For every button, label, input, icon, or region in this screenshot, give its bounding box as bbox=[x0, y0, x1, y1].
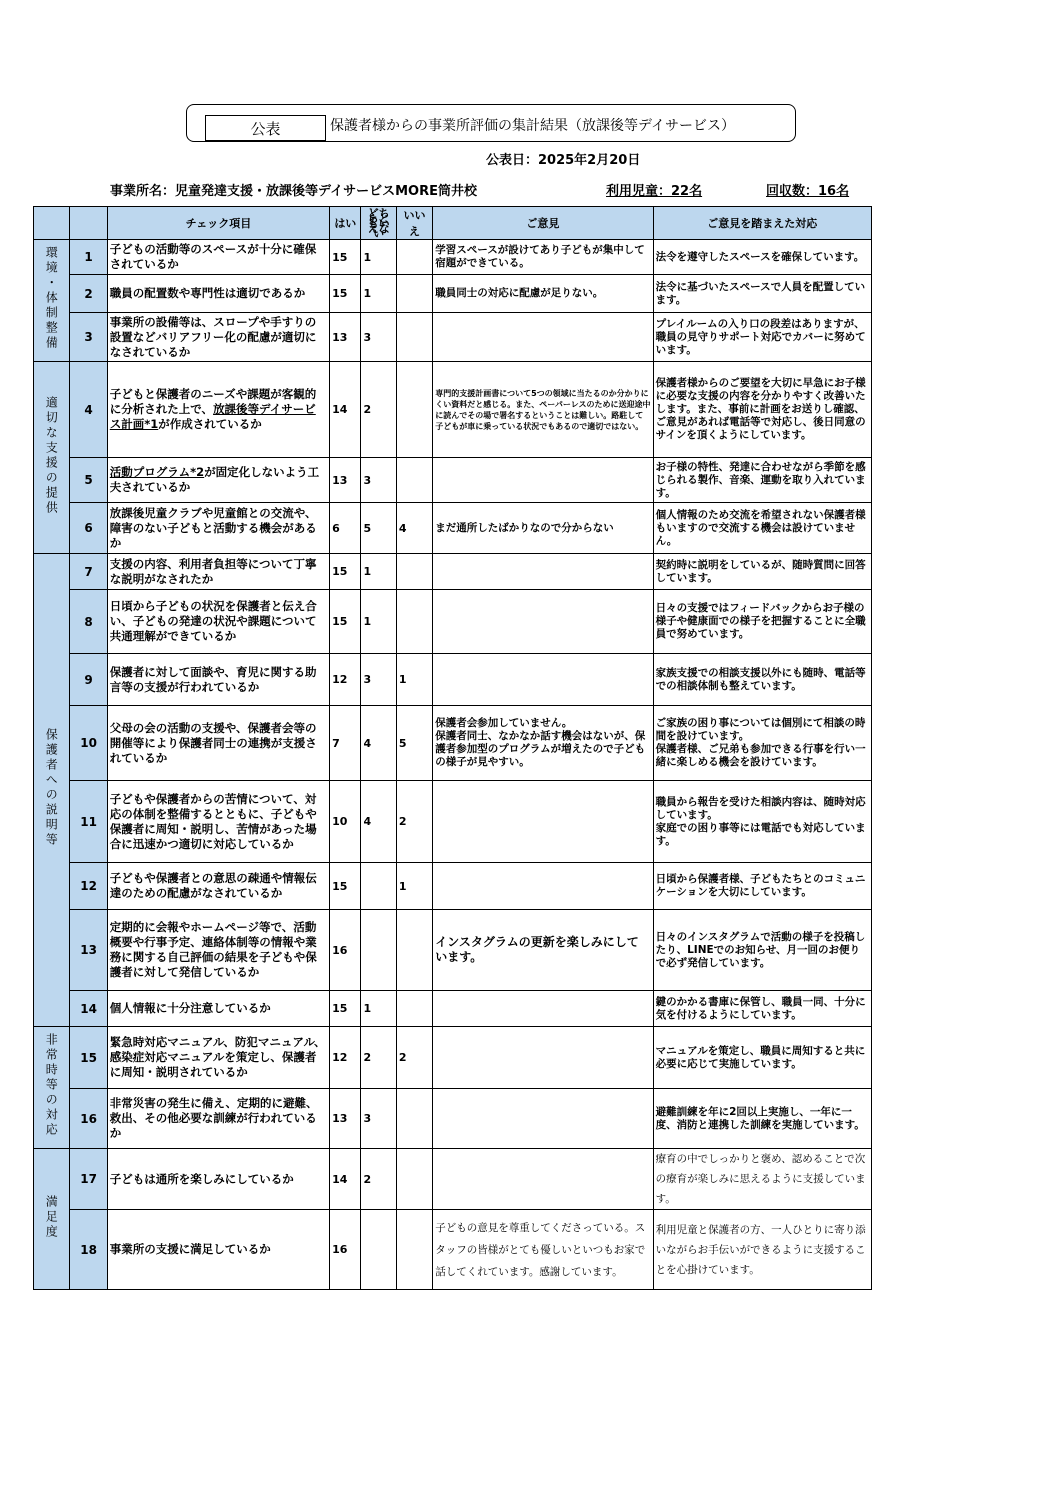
opinion-cell bbox=[433, 781, 653, 863]
response-cell: 鍵のかかる書庫に保管し、職員一同、十分に気を付けるようにしています。 bbox=[653, 991, 871, 1027]
count-neither: 2 bbox=[361, 1149, 396, 1210]
row-number: 7 bbox=[70, 554, 107, 590]
header-opinion: ご意見 bbox=[433, 207, 653, 240]
count-neither: 3 bbox=[361, 313, 396, 362]
count-no: 2 bbox=[396, 1027, 432, 1089]
publication-badge: 公表 bbox=[205, 115, 326, 141]
table-row bbox=[34, 1027, 872, 1089]
count-no: 1 bbox=[396, 654, 432, 706]
header-yes: はい bbox=[330, 207, 361, 240]
row-number: 18 bbox=[70, 1210, 107, 1290]
opinion-cell bbox=[433, 1149, 653, 1210]
opinion-cell bbox=[433, 991, 653, 1027]
count-neither: 4 bbox=[361, 781, 396, 863]
row-number: 12 bbox=[70, 863, 107, 910]
response-cell: お子様の特性、発達に合わせながら季節を感じられる製作、音楽、運動を取り入れています。 bbox=[653, 458, 871, 503]
count-no bbox=[396, 313, 432, 362]
check-item: 子どもは通所を楽しみにしているか bbox=[107, 1149, 329, 1210]
count-yes: 14 bbox=[330, 362, 361, 458]
count-yes: 13 bbox=[330, 313, 361, 362]
response-cell: 避難訓練を年に2回以上実施し、一年に一度、消防と連携した訓練を実施しています。 bbox=[653, 1089, 871, 1149]
count-yes: 15 bbox=[330, 863, 361, 910]
opinion-cell bbox=[433, 313, 653, 362]
collected-count: 回収数：16名 bbox=[766, 184, 850, 199]
row-number: 13 bbox=[70, 910, 107, 991]
office-name: 事業所名：児童発達支援・放課後等デイサービスMORE筒井校 bbox=[110, 184, 477, 199]
count-no: 4 bbox=[396, 503, 432, 554]
check-item: 放課後児童クラブや児童館との交流や、障害のない子どもと活動する機会があるか bbox=[107, 503, 329, 554]
count-yes: 6 bbox=[330, 503, 361, 554]
count-no bbox=[396, 590, 432, 654]
response-cell: 日々のインスタグラムで活動の様子を投稿したり、LINEでのお知らせ、月一回のお便りで必ず発信しています。 bbox=[653, 910, 871, 991]
row-number: 1 bbox=[70, 240, 107, 275]
check-item: 活動プログラム*2が固定化しないよう工夫されているか bbox=[107, 458, 329, 503]
count-no bbox=[396, 362, 432, 458]
row-number: 3 bbox=[70, 313, 107, 362]
count-neither bbox=[361, 863, 396, 910]
count-neither: 1 bbox=[361, 275, 396, 313]
response-cell: マニュアルを策定し、職員に周知すると共に必要に応じて実施しています。 bbox=[653, 1027, 871, 1089]
header-neither: どちらともいえない bbox=[361, 207, 396, 240]
header-category bbox=[34, 207, 70, 240]
table-row bbox=[34, 910, 872, 991]
check-item: 事業所の支援に満足しているか bbox=[107, 1210, 329, 1290]
table-row bbox=[34, 503, 872, 554]
count-yes: 15 bbox=[330, 590, 361, 654]
count-no: 5 bbox=[396, 706, 432, 781]
check-item: 個人情報に十分注意しているか bbox=[107, 991, 329, 1027]
opinion-cell: まだ通所したばかりなので分からない bbox=[433, 503, 653, 554]
category-satisfaction: 満足度 bbox=[34, 1149, 70, 1290]
row-number: 15 bbox=[70, 1027, 107, 1089]
count-no bbox=[396, 458, 432, 503]
response-cell: 法令に基づいたスペースで人員を配置しています。 bbox=[653, 275, 871, 313]
count-yes: 10 bbox=[330, 781, 361, 863]
count-no bbox=[396, 1149, 432, 1210]
count-yes: 7 bbox=[330, 706, 361, 781]
response-cell: 療育の中でしっかりと褒め、認めることで次の療育が楽しみに思えるように支援しています。 bbox=[653, 1149, 871, 1210]
response-cell: 個人情報のため交流を希望されない保護者様もいますので交流する機会は設けていません。 bbox=[653, 503, 871, 554]
row-number: 10 bbox=[70, 706, 107, 781]
response-cell: 利用児童と保護者の方、一人ひとりに寄り添いながらお手伝いができるように支援することを心掛けています。 bbox=[653, 1210, 871, 1290]
header-no: いいえ bbox=[396, 207, 432, 240]
opinion-cell: インスタグラムの更新を楽しみにしています。 bbox=[433, 910, 653, 991]
opinion-cell: 子どもの意見を尊重してくださっている。スタッフの皆様がとても優しいといつもお家で話してくれています。感謝しています。 bbox=[433, 1210, 653, 1290]
count-no bbox=[396, 1089, 432, 1149]
count-neither: 3 bbox=[361, 458, 396, 503]
category-environment: 環境・体制整備 bbox=[34, 240, 70, 362]
row-number: 16 bbox=[70, 1089, 107, 1149]
header-number bbox=[70, 207, 107, 240]
response-cell: 日頃から保護者様、子どもたちとのコミュニケーションを大切にしています。 bbox=[653, 863, 871, 910]
table-row bbox=[34, 1089, 872, 1149]
row-number: 14 bbox=[70, 991, 107, 1027]
table-row bbox=[34, 554, 872, 590]
program-link-text: 活動プログラム*2 bbox=[109, 465, 205, 479]
row-number: 8 bbox=[70, 590, 107, 654]
opinion-cell bbox=[433, 863, 653, 910]
response-cell: 家族支援での相談支援以外にも随時、電話等での相談体制も整えています。 bbox=[653, 654, 871, 706]
opinion-cell bbox=[433, 1089, 653, 1149]
table-row bbox=[34, 1210, 872, 1290]
count-neither: 1 bbox=[361, 590, 396, 654]
count-yes: 13 bbox=[330, 458, 361, 503]
count-neither bbox=[361, 910, 396, 991]
count-neither: 1 bbox=[361, 554, 396, 590]
count-yes: 14 bbox=[330, 1149, 361, 1210]
count-neither: 3 bbox=[361, 654, 396, 706]
check-item: 子どもの活動等のスペースが十分に確保されているか bbox=[107, 240, 329, 275]
publication-date: 公表日：2025年2月20日 bbox=[486, 153, 641, 168]
response-cell: 保護者様からのご要望を大切に早急にお子様に必要な支援の内容を分かりやすく改善いたします。また、事前に計画をお送りし確認、ご意見があれば電話等で対応し、後日同意のサインを頂くようにしています。 bbox=[653, 362, 871, 458]
check-item: 日頃から子どもの状況を保護者と伝え合い、子どもの発達の状況や課題について共通理解ができているか bbox=[107, 590, 329, 654]
opinion-cell bbox=[433, 458, 653, 503]
table-row bbox=[34, 863, 872, 910]
opinion-cell: 保護者会参加していません。 保護者同士、なかなか話す機会はないが、保護者参加型のプログラムが増えたので子どもの様子が見やすい。 bbox=[433, 706, 653, 781]
response-cell: プレイルームの入り口の段差はありますが、職員の見守りサポート対応でカバーに努めています。 bbox=[653, 313, 871, 362]
count-yes: 12 bbox=[330, 1027, 361, 1089]
count-no bbox=[396, 991, 432, 1027]
category-explanation: 保護者への説明等 bbox=[34, 554, 70, 1027]
document-title: 保護者様からの事業所評価の集計結果（放課後等デイサービス） bbox=[330, 118, 736, 134]
count-yes: 15 bbox=[330, 240, 361, 275]
header-response: ご意見を踏まえた対応 bbox=[653, 207, 871, 240]
response-cell: 法令を遵守したスペースを確保しています。 bbox=[653, 240, 871, 275]
count-neither: 3 bbox=[361, 1089, 396, 1149]
category-emergency: 非常時等の対応 bbox=[34, 1027, 70, 1149]
row-number: 2 bbox=[70, 275, 107, 313]
row-number: 17 bbox=[70, 1149, 107, 1210]
count-neither: 1 bbox=[361, 991, 396, 1027]
table-row bbox=[34, 654, 872, 706]
table-row bbox=[34, 275, 872, 313]
check-item: 父母の会の活動の支援や、保護者会等の開催等により保護者同士の連携が支援されているか bbox=[107, 706, 329, 781]
table-row bbox=[34, 1149, 872, 1210]
count-yes: 15 bbox=[330, 991, 361, 1027]
count-neither: 1 bbox=[361, 240, 396, 275]
table-row bbox=[34, 458, 872, 503]
table-row bbox=[34, 313, 872, 362]
check-item: 支援の内容、利用者負担等について丁寧な説明がなされたか bbox=[107, 554, 329, 590]
count-yes: 13 bbox=[330, 1089, 361, 1149]
check-item: 子どもと保護者のニーズや課題が客観的に分析された上で、放課後等デイサービス計画*1が作成されているか bbox=[107, 362, 329, 458]
row-number: 4 bbox=[70, 362, 107, 458]
row-number: 11 bbox=[70, 781, 107, 863]
table-row bbox=[34, 362, 872, 458]
count-no bbox=[396, 1210, 432, 1290]
count-yes: 12 bbox=[330, 654, 361, 706]
count-no: 1 bbox=[396, 863, 432, 910]
count-neither: 2 bbox=[361, 362, 396, 458]
opinion-cell bbox=[433, 590, 653, 654]
opinion-cell: 専門的支援計画書について5つの領域に当たるのか分かりにくい資料だと感じる。また、ペーパーレスのために送迎途中に読んでその場で署名するということは難しい。路駐して子どもが車に乗っている状況でもあるので適切ではない。 bbox=[433, 362, 653, 458]
children-count: 利用児童：22名 bbox=[606, 184, 703, 199]
count-neither bbox=[361, 1210, 396, 1290]
count-neither: 2 bbox=[361, 1027, 396, 1089]
opinion-cell: 学習スペースが設けてあり子どもが集中して宿題ができている。 bbox=[433, 240, 653, 275]
count-neither: 5 bbox=[361, 503, 396, 554]
response-cell: 職員から報告を受けた相談内容は、随時対応しています。 家庭での困り事等には電話でも対応しています。 bbox=[653, 781, 871, 863]
opinion-cell: 職員同士の対応に配慮が足りない。 bbox=[433, 275, 653, 313]
count-yes: 15 bbox=[330, 554, 361, 590]
check-item: 保護者に対して面談や、育児に関する助言等の支援が行われているか bbox=[107, 654, 329, 706]
table-row bbox=[34, 240, 872, 275]
check-item: 事業所の設備等は、スロープや手すりの設置などバリアフリー化の配慮が適切になされているか bbox=[107, 313, 329, 362]
check-item: 子どもや保護者との意思の疎通や情報伝達のための配慮がなされているか bbox=[107, 863, 329, 910]
row-number: 9 bbox=[70, 654, 107, 706]
evaluation-table bbox=[33, 206, 872, 1290]
opinion-cell bbox=[433, 554, 653, 590]
count-no bbox=[396, 910, 432, 991]
table-row bbox=[34, 706, 872, 781]
check-item: 定期的に会報やホームページ等で、活動概要や行事予定、連絡体制等の情報や業務に関する自己評価の結果を子どもや保護者に対して発信しているか bbox=[107, 910, 329, 991]
count-yes: 16 bbox=[330, 910, 361, 991]
header-item: チェック項目 bbox=[107, 207, 329, 240]
table-row bbox=[34, 991, 872, 1027]
count-yes: 16 bbox=[330, 1210, 361, 1290]
check-item: 職員の配置数や専門性は適切であるか bbox=[107, 275, 329, 313]
plan-link-text: 放課後等デイサービス計画*1 bbox=[109, 402, 316, 431]
count-yes: 15 bbox=[330, 275, 361, 313]
table-header-row bbox=[34, 207, 872, 240]
count-no bbox=[396, 240, 432, 275]
category-support: 適切な支援の提供 bbox=[34, 362, 70, 554]
response-cell: 日々の支援ではフィードバックからお子様の様子や健康面での様子を把握することに全職員で努めています。 bbox=[653, 590, 871, 654]
response-cell: 契約時に説明をしているが、随時質問に回答しています。 bbox=[653, 554, 871, 590]
count-neither: 4 bbox=[361, 706, 396, 781]
check-item: 子どもや保護者からの苦情について、対応の体制を整備するとともに、子どもや保護者に周知・説明し、苦情があった場合に迅速かつ適切に対応しているか bbox=[107, 781, 329, 863]
opinion-cell bbox=[433, 1027, 653, 1089]
count-no bbox=[396, 554, 432, 590]
check-item: 非常災害の発生に備え、定期的に避難、救出、その他必要な訓練が行われているか bbox=[107, 1089, 329, 1149]
count-no bbox=[396, 275, 432, 313]
opinion-cell bbox=[433, 654, 653, 706]
row-number: 5 bbox=[70, 458, 107, 503]
response-cell: ご家族の困り事については個別にて相談の時間を設けています。 保護者様、ご兄弟も参加できる行事を行い一緒に楽しめる機会を設けています。 bbox=[653, 706, 871, 781]
table-row bbox=[34, 590, 872, 654]
table-row bbox=[34, 781, 872, 863]
check-item: 緊急時対応マニュアル、防犯マニュアル、感染症対応マニュアルを策定し、保護者に周知・説明されているか bbox=[107, 1027, 329, 1089]
count-no: 2 bbox=[396, 781, 432, 863]
row-number: 6 bbox=[70, 503, 107, 554]
